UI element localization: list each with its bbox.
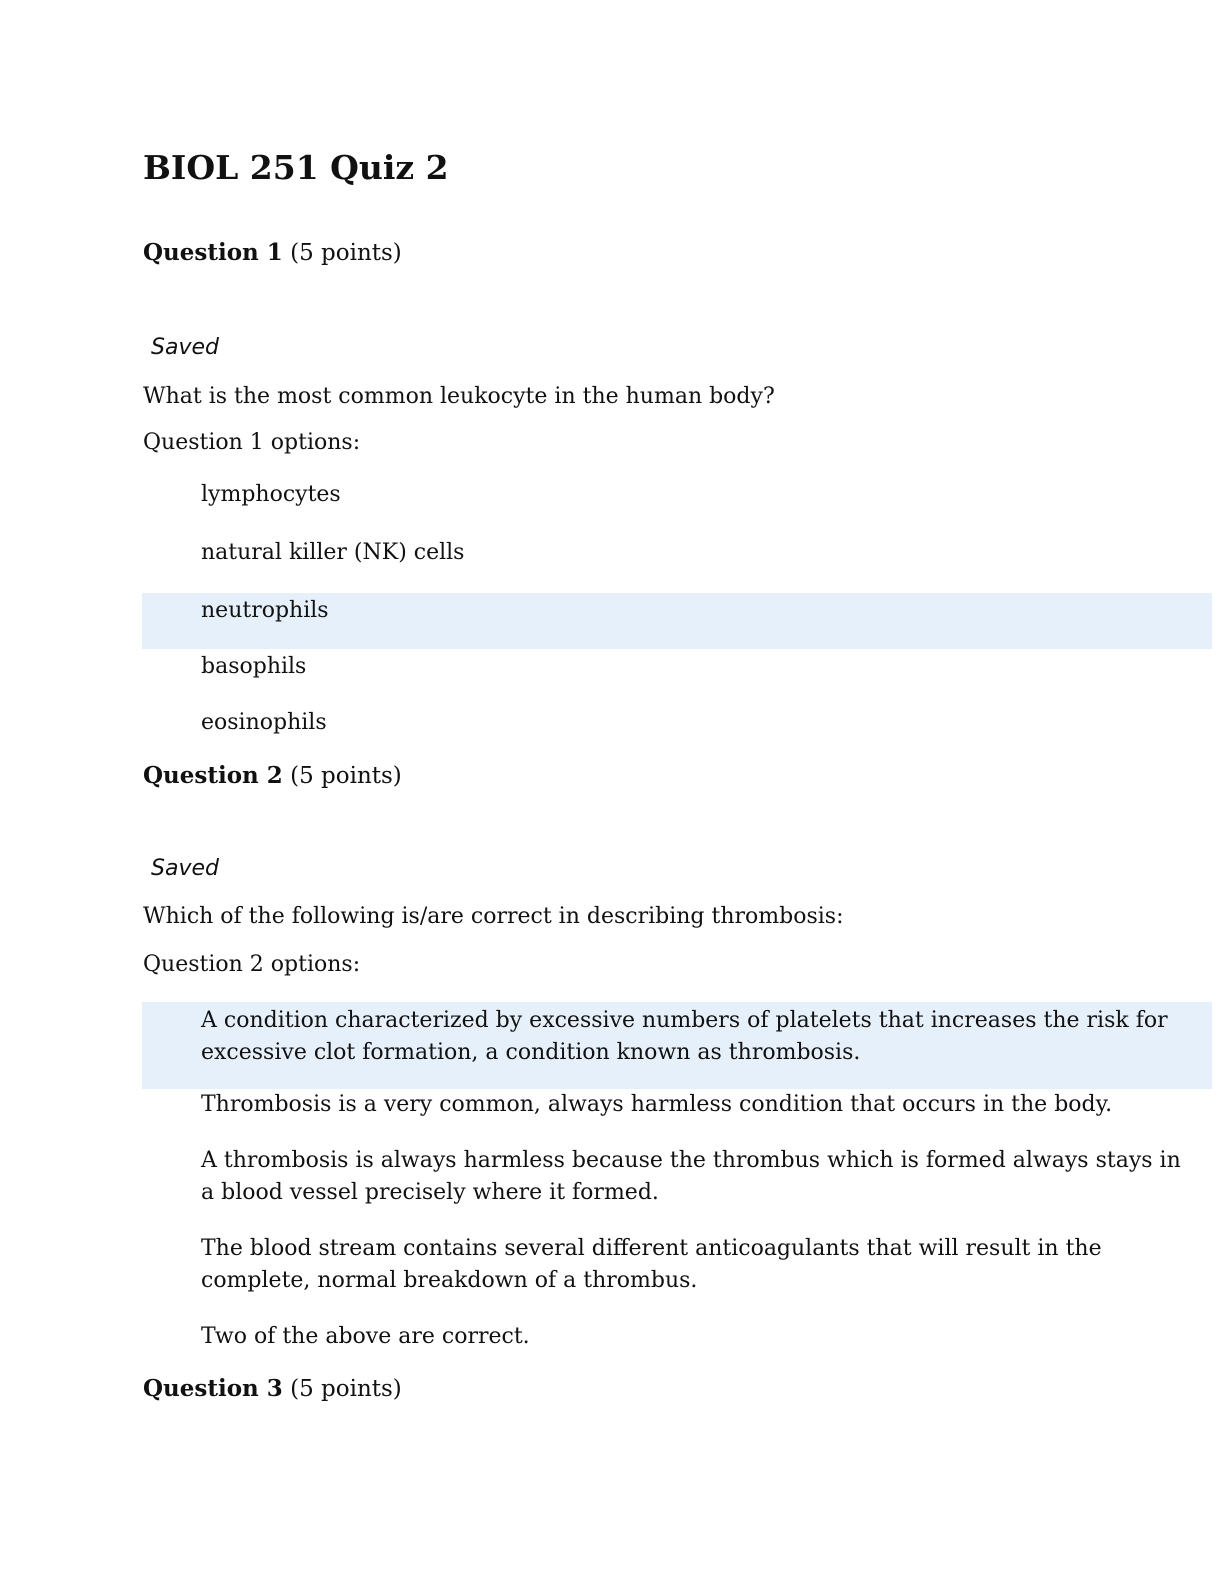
question-2-option-3[interactable] <box>142 1145 1212 1215</box>
question-2-label: Question 2 <box>143 762 283 789</box>
option-text: basophils <box>201 654 307 679</box>
question-2-option-4[interactable] <box>142 1233 1212 1303</box>
question-1-label: Question 1 <box>143 239 283 266</box>
question-2-option-2[interactable] <box>142 1089 1212 1127</box>
option-text: A thrombosis is always harmless because the thrombus which is formed always stays in a blood vessel precisely where it formed. <box>201 1148 1181 1205</box>
question-2-options-label: Question 2 options: <box>143 952 361 977</box>
question-2-option-1-selected[interactable] <box>142 1002 1212 1089</box>
question-1-saved-status: Saved <box>151 335 219 360</box>
question-1-option-5[interactable] <box>142 707 1212 745</box>
question-1-header <box>143 238 402 269</box>
question-1-option-1[interactable] <box>142 479 1212 517</box>
option-text: neutrophils <box>201 598 329 623</box>
question-2-option-5[interactable] <box>142 1321 1212 1359</box>
question-1-option-3-selected[interactable] <box>142 593 1212 649</box>
question-1-option-4[interactable] <box>142 651 1212 689</box>
option-text: A condition characterized by excessive numbers of platelets that increases the risk for excessive clot formation, a condition known as thrombosis. <box>201 1008 1168 1065</box>
question-1-prompt: What is the most common leukocyte in the human body? <box>143 384 775 409</box>
option-text: natural killer (NK) cells <box>201 540 465 565</box>
question-2-header <box>143 761 402 792</box>
question-3-label: Question 3 <box>143 1375 283 1402</box>
option-text: Two of the above are correct. <box>201 1324 530 1349</box>
question-3-header <box>143 1374 402 1405</box>
question-2-points: (5 points) <box>290 763 402 789</box>
question-1-points: (5 points) <box>290 240 402 266</box>
option-text: Thrombosis is a very common, always harmless condition that occurs in the body. <box>201 1092 1113 1117</box>
question-1-options-label: Question 1 options: <box>143 430 361 455</box>
option-text: lymphocytes <box>201 482 341 507</box>
page-title: BIOL 251 Quiz 2 <box>143 148 449 187</box>
question-2-saved-status: Saved <box>151 856 219 881</box>
question-3-points: (5 points) <box>290 1376 402 1402</box>
question-2-prompt: Which of the following is/are correct in describing thrombosis: <box>143 904 844 929</box>
option-text: eosinophils <box>201 710 327 735</box>
question-1-option-2[interactable] <box>142 537 1212 575</box>
option-text: The blood stream contains several different anticoagulants that will result in the complete, normal breakdown of a thrombus. <box>201 1236 1102 1293</box>
